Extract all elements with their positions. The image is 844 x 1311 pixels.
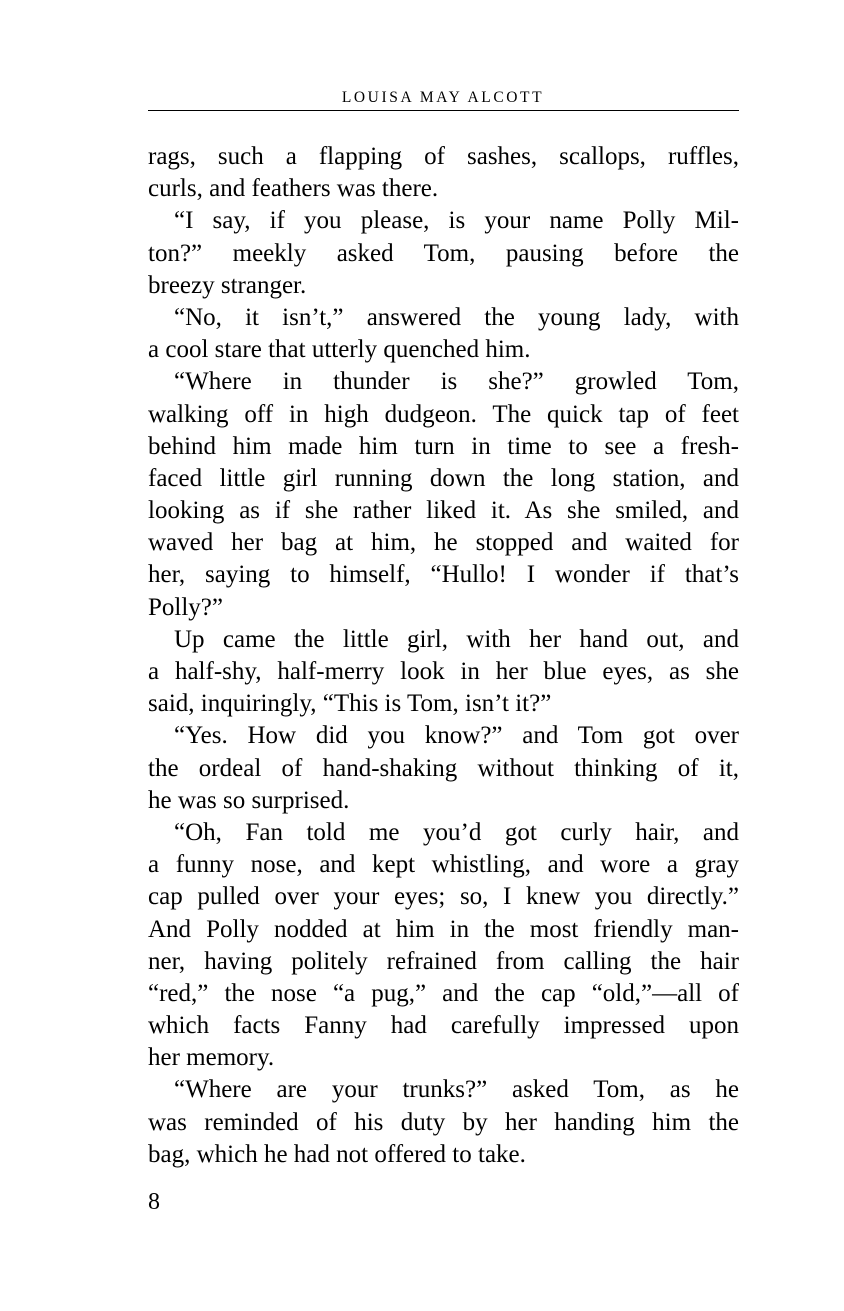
text-line: Up came the little girl, with her hand out, and — [174, 625, 739, 653]
text-line: “red,” the nose “a pug,” and the cap “old,”—all of — [148, 979, 739, 1007]
text-line: a funny nose, and kept whistling, and wore a gray — [148, 851, 739, 879]
text-line: “Where in thunder is she?” growled Tom, — [174, 368, 739, 396]
text-line: he was so surprised. — [148, 786, 350, 814]
text-line: looking as if she rather liked it. As she smiled, and — [148, 497, 739, 525]
text-line: behind him made him turn in time to see a fresh- — [148, 432, 739, 460]
text-line: “Where are your trunks?” asked Tom, as he — [174, 1076, 739, 1104]
text-line: breezy stranger. — [148, 271, 307, 299]
text-line: “I say, if you please, is your name Polly Mil- — [174, 207, 739, 235]
text-line: waved her bag at him, he stopped and waited for — [148, 529, 739, 557]
text-line: “Yes. How did you know?” and Tom got over — [174, 722, 739, 750]
text-line: cap pulled over your eyes; so, I knew you directly.” — [148, 883, 739, 911]
text-line: Polly?” — [148, 593, 223, 621]
text-line: her memory. — [148, 1044, 275, 1072]
text-line: “No, it isn’t,” answered the young lady, with — [174, 303, 739, 331]
body-text — [148, 141, 739, 1171]
text-line: ton?” meekly asked Tom, pausing before the — [148, 239, 739, 267]
text-line: said, inquiringly, “This is Tom, isn’t it?” — [148, 690, 552, 718]
page-number: 8 — [148, 1189, 160, 1215]
text-line: walking off in high dudgeon. The quick tap of feet — [148, 400, 739, 428]
text-line: ner, having politely refrained from calling the hair — [148, 947, 739, 975]
text-line: bag, which he had not offered to take. — [148, 1140, 526, 1168]
text-line: which facts Fanny had carefully impressed upon — [148, 1012, 739, 1040]
text-line: her, saying to himself, “Hullo! I wonder if that’s — [148, 561, 739, 589]
text-line: “Oh, Fan told me you’d got curly hair, and — [174, 818, 739, 846]
text-line: a cool stare that utterly quenched him. — [148, 336, 531, 364]
header-rule — [148, 110, 739, 111]
running-head: LOUISA MAY ALCOTT — [341, 89, 545, 106]
text-line: rags, such a flapping of sashes, scallops, ruffles, — [148, 143, 739, 170]
text-line: And Polly nodded at him in the most friendly man- — [148, 915, 739, 943]
text-line: was reminded of his duty by her handing him the — [148, 1108, 739, 1136]
text-line: curls, and feathers was there. — [148, 175, 439, 203]
text-line: a half-shy, half-merry look in her blue eyes, as she — [148, 658, 739, 685]
text-line: faced little girl running down the long station, and — [148, 464, 739, 492]
text-line: the ordeal of hand-shaking without thinking of it, — [148, 754, 739, 782]
